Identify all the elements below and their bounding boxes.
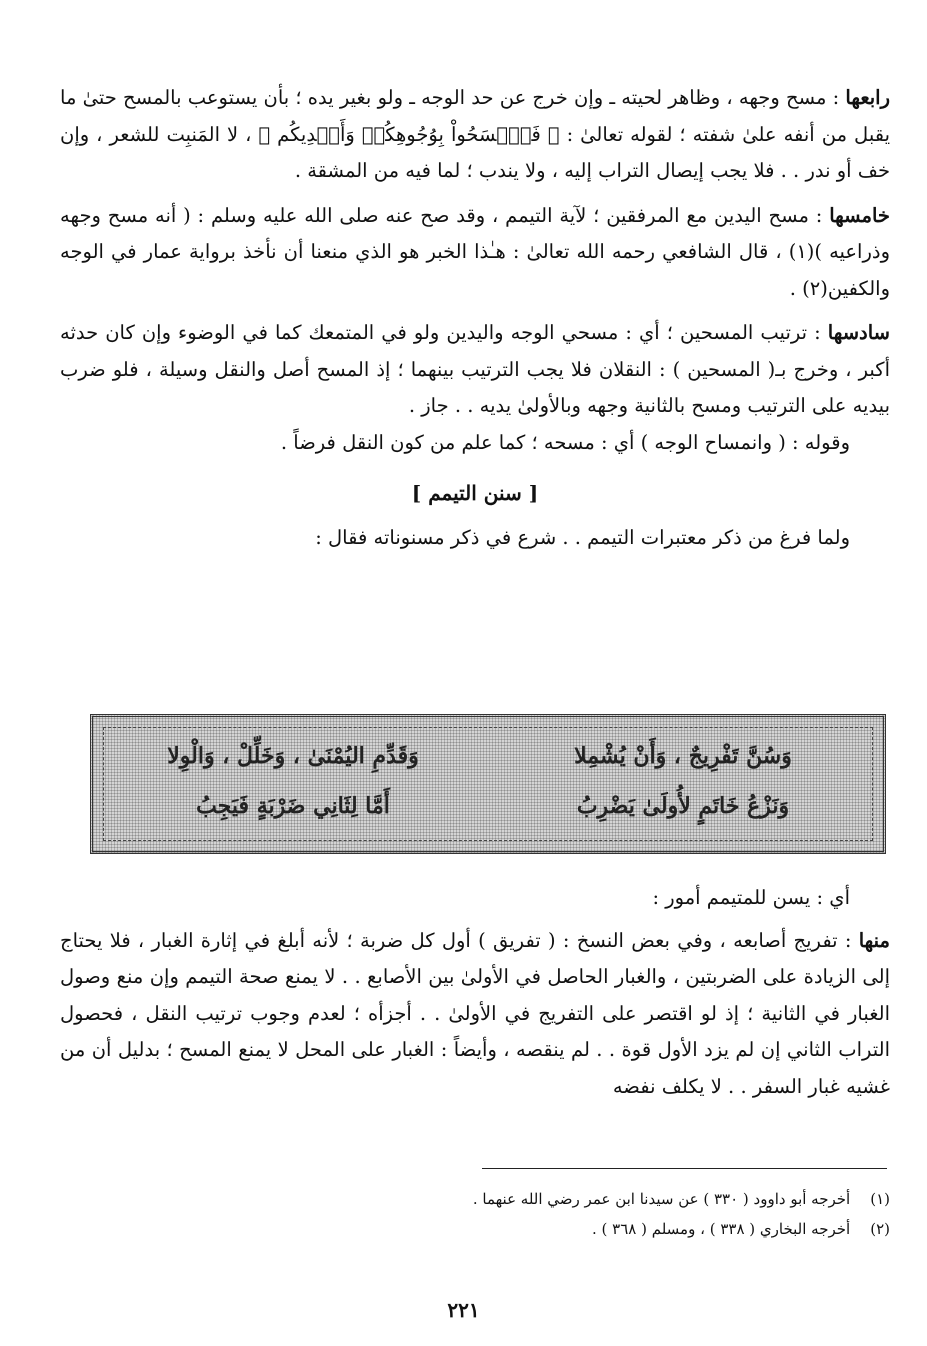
poem-hemistich: وَنَزْعُ خَاتَمٍ لأُولَىٰ يَضْرِبُ	[576, 793, 790, 819]
footnote	[400, 1214, 890, 1244]
poem-box	[90, 714, 886, 854]
footnote-text: أخرجه البخاري ( ٣٣٨ ) ، ومسلم ( ٣٦٨ ) .	[592, 1220, 851, 1238]
paragraph-commentary	[60, 425, 890, 462]
paragraph-fourth	[60, 80, 890, 190]
poem-row-2	[113, 793, 863, 819]
footnote	[400, 1184, 890, 1214]
after-poem-intro: أي : يسن للمتيمم أمور :	[652, 886, 850, 909]
paragraph-lead: رابعها	[845, 86, 890, 109]
paragraph-body: : تفريج أصابعه ، وفي بعض النسخ : ( تفريق ) أول كل ضربة ؛ لأنه أبلغ في إثارة الغبار ، فلا يحتاج إلى الزيادة على الضربتين ، والغبار الحاصل في الأولىٰ بين الأصابع . . لا يمنع صحة التيمم وإن منع وصول الغبار في الثانية ؛ إذ لو اقتصر على التفريج في الأولىٰ . . أجزأه ؛ لعدم وجوب ترتيب النقل ، فحصول التراب الثاني إن لم يزد الأول قوة . . لم ينقصه ، وأيضاً : الغبار على المحل لا يمنع المسح ؛ بدليل أن من غشيه غبار السفر . . لا يكلف نفضه	[60, 928, 890, 1098]
footnote-divider	[482, 1168, 887, 1169]
paragraph-body: وقوله : ( وانمساح الوجه ) أي : مسحه ؛ كما علم من كون النقل فرضاً .	[280, 430, 850, 454]
paragraph-lead: خامسها	[829, 203, 890, 227]
paragraph-lead: منها	[858, 928, 890, 952]
paragraph-body: : مسح وجهه ، وظاهر لحيته ـ وإن خرج عن حد الوجه ـ ولو بغير يده ؛ بأن يستوعب بالمسح حتىٰ ما يقبل من أنفه علىٰ شفته ؛ لقوله تعالىٰ : ﴿ فَٱمۡسَحُواْ بِوُجُوهِكُمۡ وَأَيۡدِيكُم ﴾ ، لا المَنبِت للشعر ، وإن خف أو ندر . . فلا يجب إيصال التراب إليه ، ولا يندب ؛ لما فيه من المشقة .	[60, 86, 890, 182]
poem-hemistich: أَمَّا لِثَانِي ضَرْبَةٍ فَيَجِبُ	[196, 793, 390, 819]
paragraph-body: : ترتيب المسحين ؛ أي : مسحي الوجه واليدين ولو في المتمعك كما في الوضوء وإن كان حدثه أكبر ، وخرج بـ( المسحين ) : النقلان فلا يجب الترتيب بينهما ؛ إذ المسح أصل والنقل وسيلة ، فلو ضرب بيديه على الترتيب ومسح بالثانية وجهه وبالأولىٰ يديه . . جاز .	[60, 321, 890, 417]
poem-hemistich: وَسُنَّ تَفْرِيجٌ ، وَأَنْ يُشْمِلا	[574, 743, 792, 769]
footnote-number: (١)	[870, 1190, 890, 1208]
intro-line: ولما فرغ من ذكر معتبرات التيمم . . شرع في ذكر مسنوناته فقال :	[315, 525, 850, 549]
footnote-number: (٢)	[870, 1220, 890, 1238]
paragraph-fifth	[60, 198, 890, 308]
main-text-top	[60, 80, 890, 556]
main-text-bottom	[60, 880, 890, 1105]
section-heading: [ سنن التيمم ]	[411, 481, 539, 505]
poem-row-1	[113, 743, 863, 769]
footnotes	[400, 1184, 890, 1244]
footnote-text: أخرجه أبو داوود ( ٣٣٠ ) عن سيدنا ابن عمر رضي الله عنهما .	[472, 1190, 851, 1208]
poem-hemistich: وَقَدِّمِ اليُمْنَىٰ ، وَخَلِّلْ ، وَالْوِلا	[167, 743, 419, 769]
paragraph-body: : مسح اليدين مع المرفقين ؛ لآية التيمم ، وقد صح عنه صلى الله عليه وسلم : ( أنه مسح وجهه وذراعيه )(١) ، قال الشافعي رحمه الله تعالىٰ : هـٰذا الخبر هو الذي منعنا أن نأخذ برواية عمار في الوجه والكفين(٢) .	[60, 203, 890, 300]
paragraph-first-sunnah	[60, 923, 890, 1106]
paragraph-sixth	[60, 315, 890, 425]
page-number: ٢٢١	[447, 1298, 480, 1322]
paragraph-lead: سادسها	[827, 321, 890, 344]
